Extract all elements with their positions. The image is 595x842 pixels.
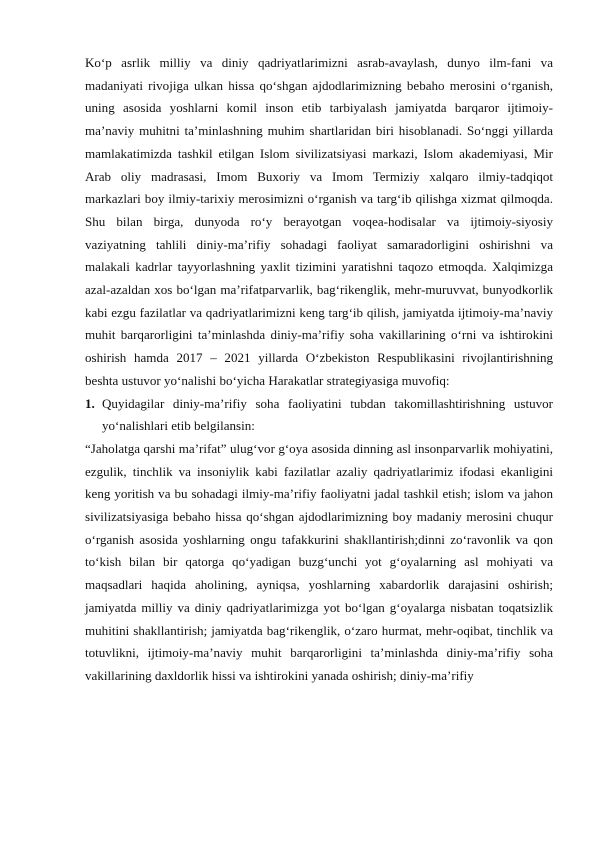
numbered-list-item [85, 393, 553, 438]
list-item-text: Quyidagilar diniy-ma’rifiy soha faoliyatini tubdan takomillashtirishning ustuvor yo‘nalishlari etib belgilansin: [102, 395, 553, 434]
list-number: 1. [85, 395, 95, 411]
intro-paragraph: Ko‘p asrlik milliy va diniy qadriyatlarimizni asrab-avaylash, dunyo ilm-fani va madaniyati rivojiga ulkan hissa qo‘shgan ajdodlarimizning bebaho merosini o‘rganish, uning asosida yoshlarni komil inson etib tarbiyalash jamiyatda barqaror ijtimoiy-ma’naviy muhitni ta’minlashning muhim shartlaridan biri hisoblanadi. So‘nggi yillarda mamlakatimizda tashkil etilgan Islom sivilizatsiyasi markazi, Islom akademiyasi, Mir Arab oliy madrasasi, Imom Buxoriy va Imom Termiziy xalqaro ilmiy-tadqiqot markazlari boy ilmiy-tarixiy merosimizni o‘rganish va targ‘ib qilishga xizmat qilmoqda. Shu bilan birga, dunyoda ro‘y berayotgan voqea-hodisalar va ijtimoiy-siyosiy vaziyatning tahlili diniy-ma’rifiy sohadagi faoliyat samaradorligini oshirishni va malakali kadrlar tayyorlashning yaxlit tizimini yaratishni taqozo etmoqda. Xalqimizga azal-azaldan xos bo‘lgan ma’rifatparvarlik, bag‘rikenglik, mehr-muruvvat, bunyodkorlik kabi ezgu fazilatlar va qadriyatlarimizni keng targ‘ib qilish, jamiyatda ijtimoiy-ma’naviy muhit barqarorligini ta’minlashda diniy-ma’rifiy soha vakillarining o‘rni va ishtirokini oshirish hamda 2017 – 2021 yillarda O‘zbekiston Respublikasini rivojlantirishning beshta ustuvor yo‘nalishi bo‘yicha Harakatlar strategiyasiga muvofiq: [85, 55, 553, 388]
document-body [85, 52, 553, 688]
closing-paragraph: “Jaholatga qarshi ma’rifat” ulug‘vor g‘oya asosida dinning asl insonparvarlik mohiyatini, ezgulik, tinchlik va insoniylik kabi fazilatlar azaliy qadriyatlarimiz ifodasi ekanligini keng yoritish va bu sohadagi ilmiy-ma’rifiy faoliyatni jadal tashkil etish; islom va jahon sivilizatsiyasiga bebaho hissa qo‘shgan ajdodlarimizning boy madaniy merosini chuqur o‘rganish asosida yoshlarning ongu tafakkurini shakllantirish;dinni zo‘ravonlik va qon to‘kish bilan bir qatorga qo‘yadigan buzg‘unchi yot g‘oyalarning asl mohiyati va maqsadlari haqida aholining, ayniqsa, yoshlarning xabardorlik darajasini oshirish; jamiyatda milliy va diniy qadriyatlarimizga yot bo‘lgan g‘oyalarga nisbatan toqatsizlik muhitini shakllantirish; jamiyatda bag‘rikenglik, o‘zaro hurmat, mehr-oqibat, tinchlik va totuvlikni, ijtimoiy-ma’naviy muhit barqarorligini ta’minlashda diniy-ma’rifiy soha vakillarining daxldorlik hissi va ishtirokini yanada oshirish; diniy-ma’rifiy [85, 440, 553, 683]
